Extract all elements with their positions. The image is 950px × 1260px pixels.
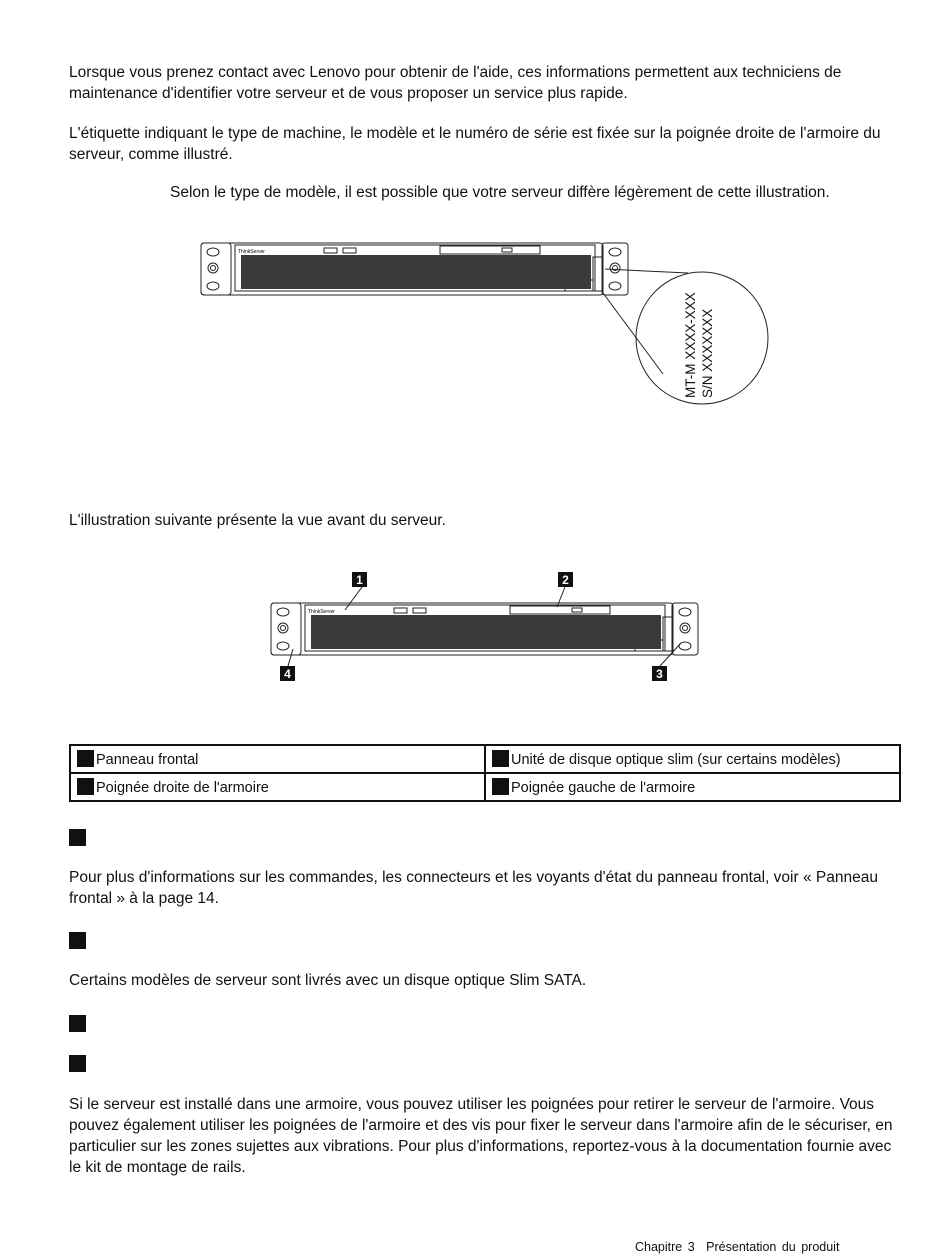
model-note: Selon le type de modèle, il est possible que votre serveur diffère légèrement de cette illustration. [170, 184, 830, 201]
section-marker-front-panel [69, 829, 86, 846]
table-row [70, 773, 900, 801]
page-footer [635, 1240, 845, 1254]
legend-cell: Poignée gauche de l'armoire [485, 773, 900, 801]
section-marker-optical-drive [69, 932, 86, 949]
callout-2 [558, 572, 573, 587]
callout-marker [492, 778, 509, 795]
serial-number-label: S/N XXXXXXX [700, 308, 715, 398]
legend-table [69, 744, 901, 802]
svg-text:3: 3 [656, 667, 663, 681]
machine-type-label: MT-M XXXX-XXX [683, 292, 698, 398]
callout-marker [77, 778, 94, 795]
table-row [70, 745, 900, 773]
brand-logo: ThinkServer [308, 609, 335, 615]
legend-cell: Panneau frontal [70, 745, 485, 773]
front-panel-paragraph: Pour plus d'informations sur les commandes, les connecteurs et les voyants d'état du panneau frontal, voir « Panneau frontal » à la page 14. [69, 869, 878, 907]
rack-handles-paragraph: Si le serveur est installé dans une armoire, vous pouvez utiliser les poignées pour retirer le serveur de l'armoire. Vous pouvez également utiliser les poignées de l'armoire et des vis pour fixer le serveur dans l'armoire afin de le sécuriser, en particulier sur les zones sujettes aux vibrations. Pour plus d'informations, reportez-vous à la documentation fournie avec le kit de montage de rails. [69, 1096, 893, 1176]
front-view-paragraph: L'illustration suivante présente la vue avant du serveur. [69, 512, 446, 529]
section-marker-left-handle [69, 1055, 86, 1072]
server-label-figure [195, 235, 785, 410]
callout-marker [77, 750, 94, 767]
legend-cell: Unité de disque optique slim (sur certains modèles) [485, 745, 900, 773]
footer-title: Présentation du produit [706, 1240, 840, 1254]
svg-text:2: 2 [562, 573, 569, 587]
callout-3 [652, 666, 667, 681]
footer-chapter: Chapitre 3 [635, 1240, 695, 1254]
svg-text:1: 1 [356, 573, 363, 587]
server-front-view-figure [265, 565, 710, 685]
optical-drive-paragraph: Certains modèles de serveur sont livrés avec un disque optique Slim SATA. [69, 972, 587, 989]
callout-marker [492, 750, 509, 767]
label-location-paragraph: L'étiquette indiquant le type de machine, le modèle et le numéro de série est fixée sur la poignée droite de l'armoire du serveur, comme illustré. [69, 125, 881, 163]
intro-paragraph: Lorsque vous prenez contact avec Lenovo pour obtenir de l'aide, ces informations permettent aux techniciens de maintenance d'identifier votre serveur et de vous proposer un service plus rapide. [69, 64, 842, 102]
section-marker-right-handle [69, 1015, 86, 1032]
svg-text:4: 4 [284, 667, 291, 681]
brand-logo: ThinkServer [238, 249, 265, 255]
callout-1 [352, 572, 367, 587]
legend-cell: Poignée droite de l'armoire [70, 773, 485, 801]
callout-4 [280, 666, 295, 681]
